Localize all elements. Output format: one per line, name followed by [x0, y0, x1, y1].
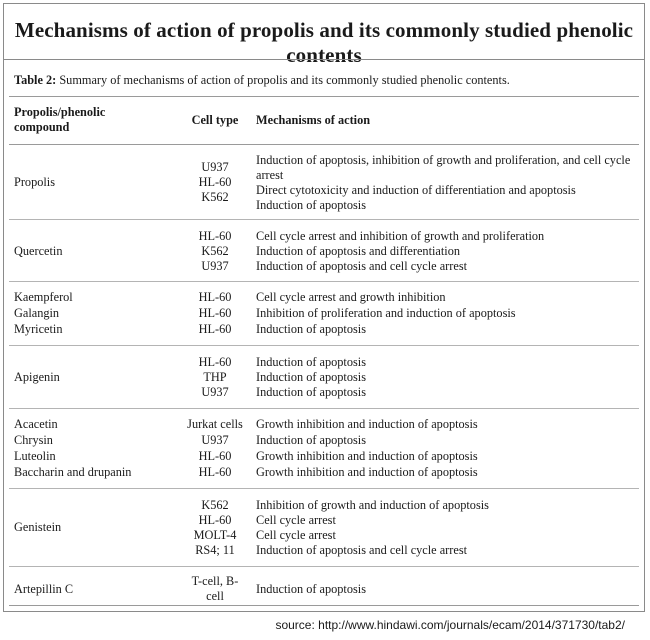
cell-type: HL-60	[198, 322, 232, 336]
cell-type: HL-60	[198, 306, 232, 320]
compound-name: Luteolin	[14, 449, 56, 463]
mechanism-text: Cell cycle arrest and growth inhibition	[256, 290, 446, 304]
compound-name: Apigenin	[14, 370, 60, 384]
caption-label: Table 2:	[14, 73, 57, 87]
mechanism-text: Growth inhibition and induction of apoptosis	[256, 417, 478, 431]
cell-type: T-cell, B-	[191, 574, 239, 588]
mechanism-text: Induction of apoptosis and differentiation	[256, 244, 460, 258]
title-divider	[4, 59, 644, 60]
mechanism-text: Inhibition of growth and induction of apoptosis	[256, 498, 489, 512]
table-frame	[3, 3, 645, 612]
header-bottom-rule	[9, 144, 639, 145]
cell-type: U937	[201, 259, 229, 273]
group-divider	[9, 345, 639, 346]
cell-type: K562	[201, 498, 229, 512]
cell-type: Jurkat cells	[187, 417, 243, 431]
mechanism-text: Induction of apoptosis and cell cycle arrest	[256, 259, 468, 273]
cell-type: K562	[201, 244, 229, 258]
header-top-rule	[9, 96, 639, 97]
mechanism-text: Growth inhibition and induction of apoptosis	[256, 449, 478, 463]
cell-type: U937	[201, 385, 229, 399]
caption-text: Summary of mechanisms of action of propolis and its commonly studied phenolic contents.	[56, 73, 510, 87]
cell-type: U937	[201, 433, 229, 447]
cell-type: U937	[201, 160, 229, 174]
table-bottom-rule	[9, 605, 639, 606]
mechanism-text: Inhibition of proliferation and induction of apoptosis	[256, 306, 516, 320]
mechanism-text: Induction of apoptosis	[256, 433, 366, 447]
cell-type: HL-60	[198, 175, 232, 189]
cell-type: HL-60	[198, 465, 232, 479]
mechanism-text: Induction of apoptosis and cell cycle arrest	[256, 543, 468, 557]
compound-name: Propolis	[14, 175, 55, 189]
cell-type: MOLT-4	[193, 528, 237, 542]
mechanism-text: Induction of apoptosis	[256, 582, 366, 596]
cell-type: HL-60	[198, 229, 232, 243]
page-title: Mechanisms of action of propolis and its commonly studied phenolic contents	[14, 18, 634, 67]
compound-name: Chrysin	[14, 433, 53, 447]
cell-type: RS4; 11	[195, 543, 235, 557]
source-citation: source: http://www.hindawi.com/journals/ecam/2014/371730/tab2/	[275, 618, 625, 632]
compound-name: Baccharin and drupanin	[14, 465, 132, 479]
header-mechanism: Mechanisms of action	[256, 113, 371, 127]
mechanism-text: Cell cycle arrest and inhibition of growth and proliferation	[256, 229, 545, 243]
mechanism-text: Growth inhibition and induction of apoptosis	[256, 465, 478, 479]
mechanism-text: Induction of apoptosis, inhibition of growth and proliferation, and cell cycle arrest	[256, 153, 631, 182]
cell-type: K562	[201, 190, 229, 204]
header-compound-line2: compound	[14, 120, 70, 134]
cell-type: THP	[203, 370, 227, 384]
mechanism-text: Induction of apoptosis	[256, 355, 366, 369]
compound-name: Galangin	[14, 306, 60, 320]
mechanism-text: Cell cycle arrest	[256, 513, 336, 527]
group-divider	[9, 408, 639, 409]
compound-name: Quercetin	[14, 244, 63, 258]
cell-type: HL-60	[198, 513, 232, 527]
group-divider	[9, 566, 639, 567]
header-cell-type: Cell type	[191, 113, 239, 127]
cell-type: HL-60	[198, 290, 232, 304]
mechanism-text: Cell cycle arrest	[256, 528, 336, 542]
mechanism-text: Induction of apoptosis	[256, 322, 366, 336]
group-divider	[9, 219, 639, 220]
group-divider	[9, 281, 639, 282]
compound-name: Genistein	[14, 520, 62, 534]
cell-type: HL-60	[198, 449, 232, 463]
mechanism-text: Induction of apoptosis	[256, 385, 366, 399]
group-divider	[9, 488, 639, 489]
cell-type: HL-60	[198, 355, 232, 369]
compound-name: Myricetin	[14, 322, 63, 336]
compound-name: Artepillin C	[14, 582, 74, 596]
mechanism-text: Direct cytotoxicity and induction of differentiation and apoptosis	[256, 183, 576, 197]
mechanism-text: Induction of apoptosis	[256, 198, 366, 212]
compound-name: Acacetin	[14, 417, 58, 431]
cell-type: cell	[206, 589, 224, 603]
header-compound-line1: Propolis/phenolic	[14, 105, 106, 119]
table-caption	[14, 73, 510, 88]
mechanism-text: Induction of apoptosis	[256, 370, 366, 384]
compound-name: Kaempferol	[14, 290, 73, 304]
